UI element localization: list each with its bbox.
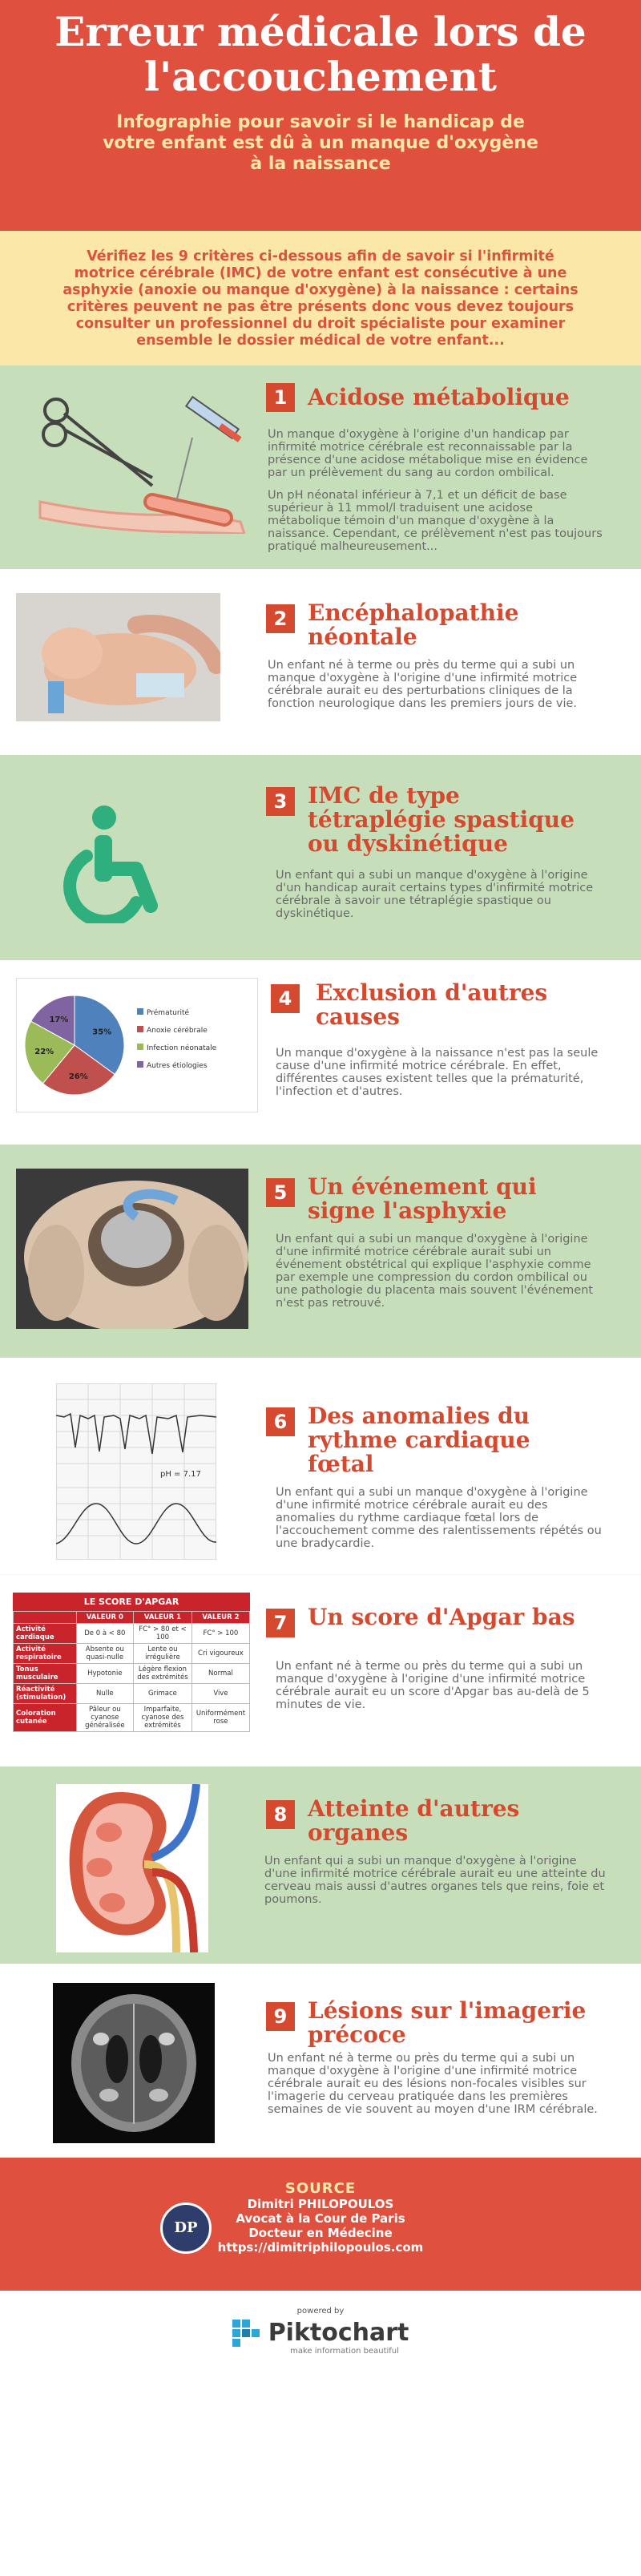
criterion-paragraph: Un enfant qui a subi un manque d'oxygène à l'origine d'un handicap aurait certains types d'infirmité motrice cérébrale à savoir une tétraplégie spastique ou dyskinétique. [276, 869, 594, 920]
criterion-description [268, 428, 604, 563]
apgar-header-cell: VALEUR 0 [76, 1612, 133, 1624]
fetal-heart-rate-trace [56, 1383, 216, 1560]
criterion-title: Encéphalopathie néontale [308, 600, 519, 650]
criterion-4 [0, 960, 641, 1145]
apgar-title: LE SCORE D'APGAR [13, 1593, 250, 1611]
criterion-paragraph: Un enfant qui a subi un manque d'oxygène à l'origine d'une infirmité motrice cérébrale aurait eu des anomalies du rythme cardiaque fœtal lors de l'accouchement comme des ralentissements répétés ou une bradycardie. [276, 1486, 602, 1550]
criterion-number: 5 [266, 1178, 295, 1207]
criterion-title: IMC de type tétraplégie spastique ou dyskinétique [308, 782, 574, 857]
header [0, 0, 641, 231]
apgar-header-cell: VALEUR 1 [134, 1612, 192, 1624]
criterion-2 [0, 569, 641, 755]
apgar-cell: Uniformément rose [191, 1704, 249, 1732]
criterion-title: Des anomalies du rythme cardiaque fœtal [308, 1403, 530, 1477]
piktochart-brand[interactable]: Piktochart [268, 2319, 409, 2347]
apgar-row-label: Réactivité (stimulation) [14, 1684, 77, 1704]
pie-chart-svg [17, 979, 257, 1112]
apgar-cell: Lente ou irrégulière [134, 1644, 192, 1664]
criterion-paragraph: Un enfant qui a subi un manque d'oxygène à l'origine d'une infirmité motrice cérébrale aurait subi un événement obstétrical qui explique l'asphyxie comme par exemple une compression du cordon ombilical ou une pathologie du placenta mais souvent l'événement n'est pas retrouvé. [276, 1233, 594, 1310]
apgar-cell: Cri vigoureux [191, 1644, 249, 1664]
piktochart-credit [0, 2291, 641, 2368]
newborn-photo [16, 593, 220, 721]
apgar-header-cell [14, 1612, 77, 1624]
apgar-score-table [13, 1593, 250, 1732]
criterion-title: Acidose métabolique [308, 384, 570, 410]
criterion-number: 7 [266, 1609, 295, 1637]
criterion-number: 1 [266, 383, 295, 412]
criterion-title: Lésions sur l'imagerie précoce [308, 1997, 587, 2048]
dp-logo: DP [160, 2203, 212, 2254]
table-row [14, 1644, 250, 1664]
powered-by-label: powered by [296, 2307, 345, 2316]
criterion-description [276, 1047, 608, 1108]
criterion-description [276, 1660, 604, 1721]
brain-mri-image [53, 1983, 215, 2143]
criterion-8 [0, 1766, 641, 1964]
legend-swatch [137, 1061, 143, 1068]
criterion-number: 4 [271, 984, 300, 1013]
criterion-description [268, 2052, 604, 2126]
apgar-cell: Hypotonie [76, 1664, 133, 1684]
criterion-number: 3 [266, 787, 295, 816]
apgar-row-label: Tonus musculaire [14, 1664, 77, 1684]
criterion-title: Exclusion d'autres causes [316, 979, 548, 1030]
criterion-6 [0, 1358, 641, 1574]
table-row [14, 1664, 250, 1684]
legend-label: Infection néonatale [147, 1044, 217, 1052]
intro-text: Vérifiez les 9 critères ci-dessous afin de savoir si l'infirmité motrice cérébrale (IMC) de votre enfant est consécutive à une asphyxie (anoxie ou manque d'oxygène) à la naissance : certains critères peuvent ne pas être présents donc vous devez toujours consulter un professionnel du droit spécialiste pour examiner ensemble le dossier médical de votre enfant... [0, 231, 641, 365]
criterion-paragraph: Un manque d'oxygène à la naissance n'est pas la seule cause d'une infirmité motrice cérébrale. En effet, différentes causes existent telles que la prématurité, l'infection et d'autres. [276, 1047, 599, 1098]
apgar-cell: Pâleur ou cyanose généralisée [76, 1704, 133, 1732]
legend-swatch [137, 1008, 143, 1015]
criterion-description [276, 869, 604, 930]
source-footer [0, 2158, 641, 2291]
criterion-number: 9 [266, 2002, 295, 2031]
piktochart-logo-icon [232, 2320, 260, 2347]
apgar-cell: FC° > 100 [191, 1624, 249, 1644]
apgar-cell: Nulle [76, 1684, 133, 1704]
criterion-7 [0, 1574, 641, 1766]
criterion-paragraph: Un enfant qui a subi un manque d'oxygène à l'origine d'une infirmité motrice cérébrale aurait eu une atteinte du cerveau mais aussi d'autres organes tels que reins, foie et poumons. [264, 1855, 606, 1906]
page-title: Erreur médicale lors de l'accouchement [54, 8, 587, 100]
author-role: Avocat à la Cour de Paris [236, 2211, 405, 2226]
criterion-paragraph: Un pH néonatal inférieur à 7,1 et un déficit de base supérieur à 11 mmol/l traduisent une acidose métabolique témoin d'un manque d'oxygène à la naissance. Cependant, ce prélèvement n'est pas toujours pratiqué malheureusement... [268, 489, 603, 553]
wheelchair-icon [56, 803, 176, 923]
source-label: SOURCE [284, 2180, 357, 2197]
apgar-row-label: Activité respiratoire [14, 1644, 77, 1664]
author-website-link[interactable]: https://dimitriphilopoulos.com [217, 2240, 424, 2255]
criterion-3 [0, 755, 641, 960]
apgar-cell: De 0 à < 80 [76, 1624, 133, 1644]
criterion-5 [0, 1145, 641, 1358]
apgar-row-label: Coloration cutanée [14, 1704, 77, 1732]
criterion-paragraph: Un manque d'oxygène à l'origine d'un handicap par infirmité motrice cérébrale est reconnaissable par la présence d'une acidose métabolique mise en évidence par un prélèvement du sang au cordon ombilical. [268, 428, 588, 479]
criterion-description [276, 1233, 612, 1319]
legend-swatch [137, 1026, 143, 1032]
table-row [14, 1624, 250, 1644]
criterion-number: 8 [266, 1800, 295, 1829]
criterion-title: Un score d'Apgar bas [308, 1604, 575, 1630]
criterion-number: 2 [266, 604, 295, 633]
criterion-paragraph: Un enfant né à terme ou près du terme qui a subi un manque d'oxygène à l'origine d'une infirmité motrice cérébrale aurait eu un score d'Apgar bas au-delà de 5 minutes de vie. [276, 1660, 590, 1711]
pie-slice-label: 35% [92, 1028, 112, 1037]
criterion-9 [0, 1964, 641, 2158]
pie-slice-label: 22% [34, 1048, 54, 1057]
pie-slice-label: 26% [68, 1072, 88, 1082]
apgar-row-label: Activité cardiaque [14, 1624, 77, 1644]
criterion-description [264, 1855, 609, 1916]
pie-slice-label: 17% [49, 1015, 69, 1024]
table-row [14, 1704, 250, 1732]
author-name: Dimitri PHILOPOULOS [247, 2197, 394, 2211]
apgar-header-cell: VALEUR 2 [191, 1612, 249, 1624]
criterion-title: Un événement qui signe l'asphyxie [308, 1173, 537, 1224]
criterion-description [268, 659, 604, 720]
apgar-cell: Normal [191, 1664, 249, 1684]
apgar-cell: Absente ou quasi-nulle [76, 1644, 133, 1664]
apgar-table [13, 1611, 250, 1732]
umbilical-cord-sampling-illustration [32, 382, 256, 534]
legend-label: Anoxie cérébrale [147, 1027, 208, 1035]
apgar-cell: Légère flexion des extrémités [134, 1664, 192, 1684]
author-role: Docteur en Médecine [248, 2226, 393, 2240]
apgar-cell: Imparfaite, cyanose des extrémités [134, 1704, 192, 1732]
kidney-illustration [56, 1784, 208, 1952]
criterion-description [276, 1486, 608, 1560]
etiology-pie-chart [16, 978, 258, 1112]
apgar-cell: FC° > 80 et < 100 [134, 1624, 192, 1644]
legend-label: Prématurité [147, 1009, 190, 1017]
birth-simulator-photo [16, 1169, 248, 1329]
table-row [14, 1684, 250, 1704]
criterion-title: Atteinte d'autres organes [308, 1795, 520, 1846]
apgar-cell: Vive [191, 1684, 249, 1704]
piktochart-tagline: make information beautiful [290, 2347, 399, 2356]
apgar-cell: Grimace [134, 1684, 192, 1704]
page-subtitle: Infographie pour savoir si le handicap de votre enfant est dû à un manque d'oxygène à la naissance [103, 112, 538, 174]
criterion-1 [0, 365, 641, 569]
criterion-number: 6 [266, 1407, 295, 1436]
legend-swatch [137, 1044, 143, 1050]
criterion-paragraph: Un enfant né à terme ou près du terme qui a subi un manque d'oxygène à l'origine d'une infirmité motrice cérébrale aurait eu des lésions non-focales visibles sur l'imagerie du cerveau pratiquée dans les premières semaines de vie souvent au moyen d'une IRM cérébrale. [268, 2052, 598, 2116]
legend-label: Autres étiologies [147, 1062, 208, 1070]
ph-label: pH = 7.17 [160, 1470, 201, 1479]
criterion-paragraph: Un enfant né à terme ou près du terme qui a subi un manque d'oxygène à l'origine d'une infirmité motrice cérébrale aurait eu des perturbations cliniques de la fonction neurologique dans les premiers jours de vie. [268, 659, 578, 710]
